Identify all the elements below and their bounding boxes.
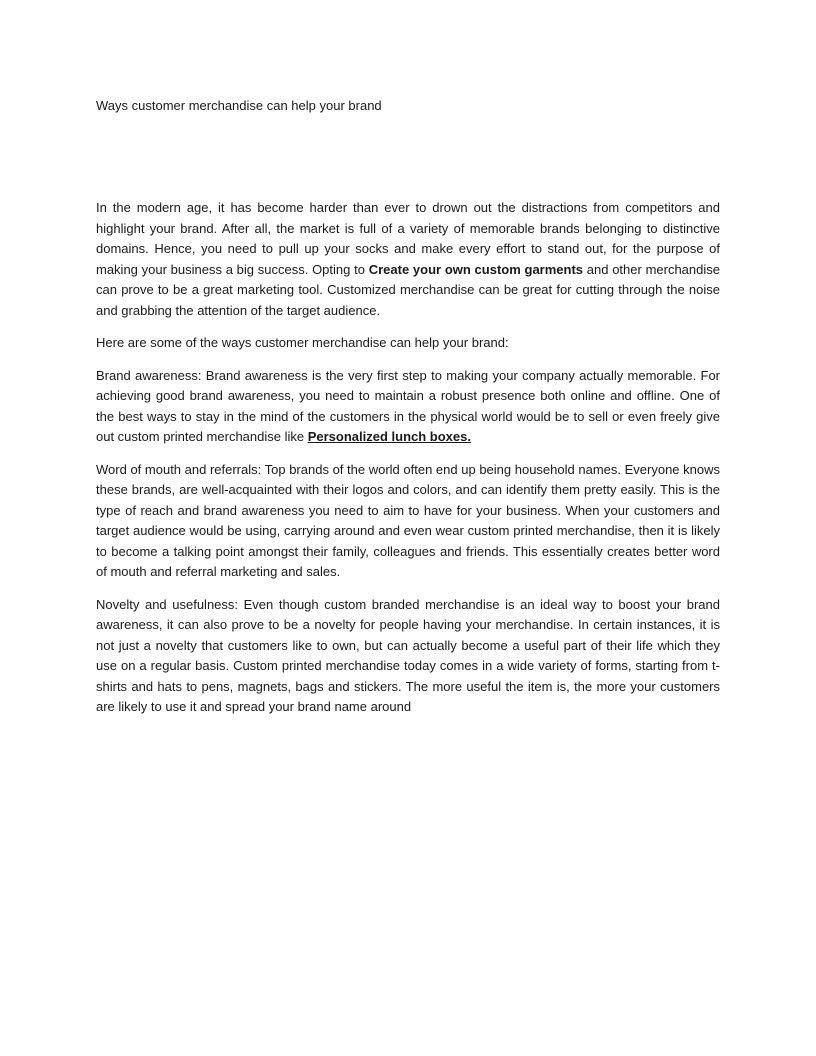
brand-awareness-text: Brand awareness: Brand awareness is the very first step to making your company actually memorable. For achieving good brand awareness, you need to maintain a robust presence both online and offline. One of the best ways to stay in the mind of the customers in the physical world would be to sell or even freely give out custom printed merchandise like [96, 367, 720, 444]
personalized-lunch-boxes-link[interactable]: Personalized lunch boxes. [307, 429, 471, 444]
novelty-paragraph: Novelty and usefulness: Even though custom branded merchandise is an ideal way to boost your brand awareness, it can also prove to be a novelty for people having your merchandise. In certain instances, it is not just a novelty that customers like to own, but can actually become a useful part of their life which they use on a regular basis. Custom printed merchandise today comes in a wide variety of forms, starting from t-shirts and hats to pens, magnets, bags and stickers. The more useful the item is, the more your customers are likely to use it and spread your brand name around [96, 596, 720, 714]
document-page [96, 0, 720, 1056]
document-title: Ways customer merchandise can help your brand [96, 98, 382, 113]
lead-in-paragraph: Here are some of the ways customer merchandise can help your brand: [96, 335, 509, 350]
intro-paragraph [96, 198, 720, 321]
brand-awareness-paragraph [96, 366, 720, 448]
word-of-mouth-paragraph: Word of mouth and referrals: Top brands of the world often end up being household names. Everyone knows these brands, are well-acquainted with their logos and colors, and can identify them pretty easily. This is the type of reach and brand awareness you need to aim to have for your business. When your customers and target audience would be using, carrying around and even wear custom printed merchandise, then it is likely to become a talking point amongst their family, colleagues and friends. This essentially creates better word of mouth and referral marketing and sales. [96, 461, 720, 579]
intro-bold-phrase: Create your own custom garments [368, 261, 584, 277]
intro-text-end: and other merchandise can prove to be a great marketing tool. Customized merchandise can be great for cutting through the noise and grabbing the attention of the target audience. [96, 261, 720, 318]
document-body [96, 198, 720, 730]
intro-text-start: In the modern age, it has become harder than ever to drown out the distractions from competitors and highlight your brand. After all, the market is full of a variety of memorable brands belonging to distinctive domains. Hence, you need to pull up your socks and make every effort to stand out, for the purpose of making your business a big success. Opting to [96, 200, 720, 277]
